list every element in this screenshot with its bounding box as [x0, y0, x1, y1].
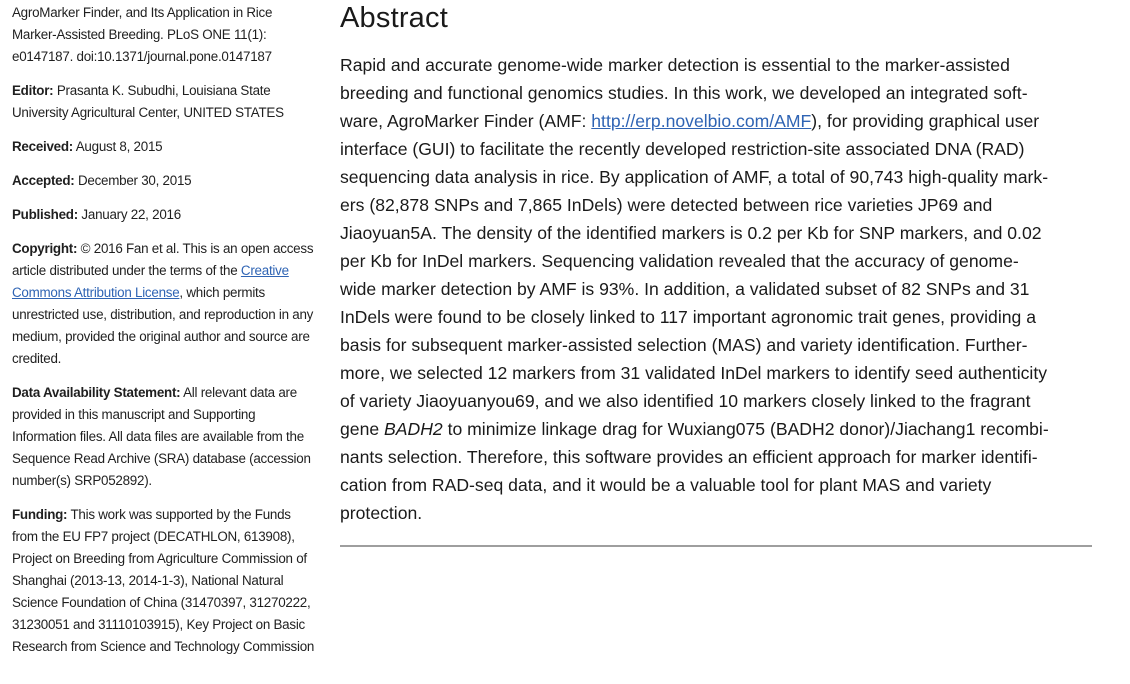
received-block	[12, 136, 316, 158]
data-availability-text: Information files. All data files are available from the	[12, 429, 304, 444]
published-block	[12, 204, 316, 226]
abstract-text: to minimize linkage drag for Wuxiang075 (BADH2 donor)/Jiachang1 recombi-	[442, 419, 1049, 439]
editor-block	[12, 80, 316, 124]
data-availability-text: Sequence Read Archive (SRA) database (accession	[12, 451, 311, 466]
accepted-label: Accepted:	[12, 173, 75, 188]
amf-url-link[interactable]: http://erp.novelbio.com/AMF	[591, 111, 812, 131]
data-availability-text: number(s) SRP052892).	[12, 473, 152, 488]
license-link[interactable]: Creative	[240, 263, 289, 278]
citation-block	[12, 2, 316, 68]
funding-label: Funding:	[12, 507, 68, 522]
editor-value-line: University Agricultural Center, UNITED STATES	[12, 105, 284, 120]
section-divider	[340, 545, 1092, 547]
funding-text: Science Foundation of China (31470397, 31270222,	[12, 595, 311, 610]
abstract-line: basis for subsequent marker-assisted selection (MAS) and variety identification. Further-	[340, 335, 1028, 355]
abstract-line: Jiaoyuan5A. The density of the identified markers is 0.2 per Kb for SNP markers, and 0.02	[340, 223, 1042, 243]
accepted-block	[12, 170, 316, 192]
abstract-line: cation from RAD-seq data, and it would be a valuable tool for plant MAS and variety	[340, 475, 992, 495]
copyright-text: , which permits	[179, 285, 265, 300]
copyright-text: medium, provided the original author and source are	[12, 329, 310, 344]
citation-line: Marker-Assisted Breeding. PLoS ONE 11(1):	[12, 27, 267, 42]
abstract-line: of variety Jiaoyuanyou69, and we also identified 10 markers closely linked to the fragrant	[340, 391, 1031, 411]
abstract-line	[340, 107, 1092, 135]
data-availability-text: All relevant data are	[180, 385, 297, 400]
copyright-text: © 2016 Fan et al. This is an open access	[77, 241, 314, 256]
abstract-section	[340, 0, 1092, 527]
copyright-text: credited.	[12, 351, 62, 366]
data-availability-block	[12, 382, 316, 492]
copyright-block	[12, 238, 316, 370]
funding-text: 31230051 and 31110103915), Key Project on Basic	[12, 617, 305, 632]
abstract-line: breeding and functional genomics studies. In this work, we developed an integrated soft-	[340, 83, 1028, 103]
editor-label: Editor:	[12, 83, 54, 98]
received-date: August 8, 2015	[73, 139, 163, 154]
accepted-date: December 30, 2015	[74, 173, 192, 188]
data-availability-label: Data Availability Statement:	[12, 385, 181, 400]
funding-text: from the EU FP7 project (DECATHLON, 613908),	[12, 529, 295, 544]
published-label: Published:	[12, 207, 78, 222]
funding-text: Research from Science and Technology Commission	[12, 639, 315, 654]
abstract-text: ), for providing graphical user	[811, 111, 1040, 131]
funding-block	[12, 504, 316, 658]
funding-text: Shanghai (2013-13, 2014-1-3), National Natural	[12, 573, 284, 588]
license-link[interactable]: Commons Attribution License	[12, 285, 180, 300]
published-date: January 22, 2016	[77, 207, 181, 222]
funding-text: Project on Breeding from Agriculture Commission of	[12, 551, 307, 566]
abstract-line: protection.	[340, 503, 423, 523]
funding-text: This work was supported by the Funds	[67, 507, 291, 522]
copyright-label: Copyright:	[12, 241, 78, 256]
abstract-text: ware, AgroMarker Finder (AMF:	[340, 111, 592, 131]
abstract-line: nants selection. Therefore, this software provides an efficient approach for marker identifi-	[340, 447, 1038, 467]
copyright-text: article distributed under the terms of the	[12, 263, 241, 278]
abstract-line: InDels were found to be closely linked to 117 important agronomic trait genes, providing a	[340, 307, 1036, 327]
abstract-line: more, we selected 12 markers from 31 validated InDel markers to identify seed authenticity	[340, 363, 1048, 383]
abstract-line: interface (GUI) to facilitate the recently developed restriction-site associated DNA (RAD)	[340, 139, 1025, 159]
abstract-line: wide marker detection by AMF is 93%. In addition, a validated subset of 82 SNPs and 31	[340, 279, 1030, 299]
abstract-text: gene	[340, 419, 385, 439]
abstract-line: Rapid and accurate genome-wide marker detection is essential to the marker-assisted	[340, 55, 1010, 75]
citation-line: AgroMarker Finder, and Its Application in Rice	[12, 5, 273, 20]
abstract-line	[340, 415, 1092, 443]
abstract-line: sequencing data analysis in rice. By application of AMF, a total of 90,743 high-quality mark-	[340, 167, 1049, 187]
abstract-line: per Kb for InDel markers. Sequencing validation revealed that the accuracy of genome-	[340, 251, 1019, 271]
editor-value: Prasanta K. Subudhi, Louisiana State	[53, 83, 271, 98]
abstract-line: ers (82,878 SNPs and 7,865 InDels) were detected between rice varieties JP69 and	[340, 195, 993, 215]
received-label: Received:	[12, 139, 74, 154]
abstract-heading: Abstract	[340, 2, 448, 34]
abstract-body	[340, 51, 1092, 527]
gene-name: BADH2	[384, 419, 443, 439]
citation-line: e0147187. doi:10.1371/journal.pone.0147187	[12, 49, 272, 64]
article-metadata-sidebar	[12, 2, 316, 670]
copyright-text: unrestricted use, distribution, and reproduction in any	[12, 307, 314, 322]
data-availability-text: provided in this manuscript and Supporting	[12, 407, 256, 422]
